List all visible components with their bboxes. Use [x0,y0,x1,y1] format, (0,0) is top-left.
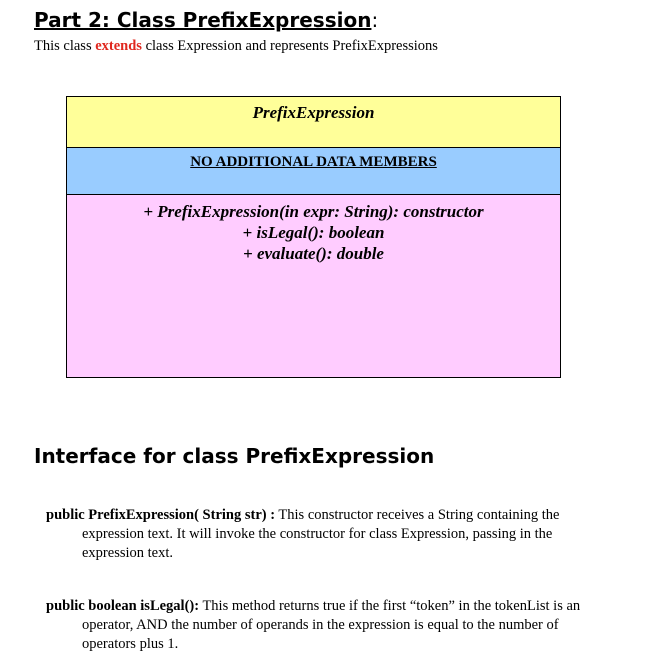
method-signature: public boolean isLegal(): [46,598,200,614]
uml-data-members: NO ADDITIONAL DATA MEMBERS [67,148,560,195]
uml-method-constructor: + PrefixExpression(in expr: String): constructor [143,202,484,221]
uml-class-name: PrefixExpression [67,97,560,148]
part-heading-colon: : [371,8,379,32]
intro-before: This class [34,38,96,54]
method-description: This method returns true if the first “token” in the tokenList is an operator, AND the number of operands in the expression is equal to the number of operators plus 1. [82,598,581,652]
uml-methods [67,195,560,377]
uml-method-evaluate: + evaluate(): double [243,244,384,263]
method-islegal-description [46,597,616,654]
method-signature: public PrefixExpression( String str) : [46,507,276,523]
intro-line [34,38,438,55]
interface-heading: Interface for class PrefixExpression [34,444,435,468]
method-description: This constructor receives a String containing the expression text. It will invoke the constructor for class Expression, passing in the expression text. [82,507,560,561]
uml-class-diagram [66,96,561,378]
uml-method-islegal: + isLegal(): boolean [242,223,385,242]
extends-keyword: extends [95,38,142,54]
part-heading [34,8,378,32]
method-constructor-description [46,506,616,563]
part-heading-text: Part 2: Class PrefixExpression [34,8,372,32]
intro-after: class Expression and represents PrefixExpressions [141,38,438,54]
